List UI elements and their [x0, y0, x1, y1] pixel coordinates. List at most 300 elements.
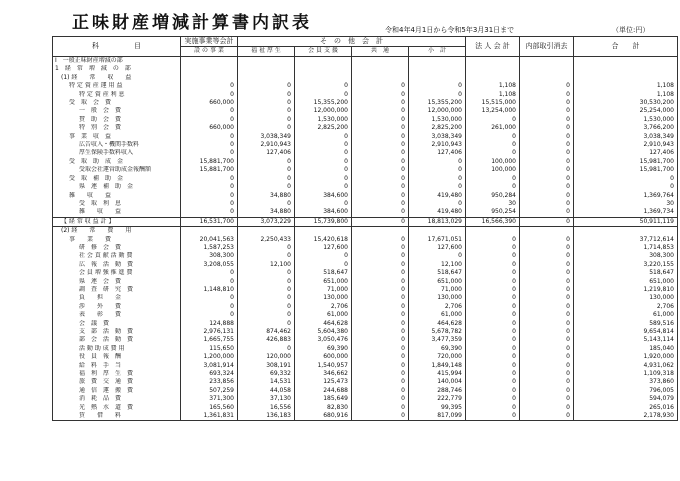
amount-cell: [520, 74, 574, 82]
amount-cell: 651,000: [295, 278, 352, 286]
row-label: 社 会 貢 献 活 動 費: [53, 252, 181, 260]
row-label: 厚生保険手数料収入: [53, 149, 181, 157]
amount-cell: 0: [295, 149, 352, 157]
amount-cell: 3,220,155: [574, 261, 678, 269]
row-label: 特 別 会 費: [53, 124, 181, 132]
amount-cell: 0: [466, 252, 520, 260]
amount-cell: [238, 65, 295, 73]
amount-cell: 1,219,810: [574, 286, 678, 294]
table-row: [53, 82, 678, 90]
table-row: [53, 294, 678, 302]
amount-cell: 0: [520, 208, 574, 217]
amount-cell: 0: [238, 175, 295, 183]
amount-cell: [295, 57, 352, 66]
row-label: 特 定 資 産 利 息: [53, 91, 181, 99]
amount-cell: 3,038,349: [409, 133, 466, 141]
amount-cell: 0: [520, 328, 574, 336]
amount-cell: [520, 65, 574, 73]
amount-cell: 233,856: [181, 378, 238, 386]
amount-cell: 0: [352, 261, 409, 269]
amount-cell: 0: [409, 252, 466, 260]
amount-cell: 308,300: [574, 252, 678, 260]
table-row: [53, 412, 678, 421]
amount-cell: 464,628: [409, 320, 466, 328]
amount-cell: 0: [520, 412, 574, 421]
amount-cell: [181, 65, 238, 73]
amount-cell: 0: [295, 200, 352, 208]
amount-cell: 384,600: [295, 208, 352, 217]
row-label: 給 料 手 当: [53, 362, 181, 370]
amount-cell: 1,714,853: [574, 244, 678, 252]
amount-cell: 518,647: [574, 269, 678, 277]
amount-cell: 2,706: [295, 303, 352, 311]
amount-cell: 127,406: [238, 149, 295, 157]
row-label: 会 議 費: [53, 320, 181, 328]
amount-cell: [574, 74, 678, 82]
table-row: [53, 244, 678, 252]
amount-cell: 0: [352, 124, 409, 132]
row-label: (1) 経 常 収 益: [53, 74, 181, 82]
amount-cell: 0: [352, 387, 409, 395]
amount-cell: 0: [352, 141, 409, 149]
amount-cell: 0: [409, 183, 466, 191]
amount-cell: 0: [520, 99, 574, 107]
amount-cell: 0: [181, 294, 238, 302]
table-row: [53, 158, 678, 166]
row-label: 特 定 資 産 運 用 益: [53, 82, 181, 90]
amount-cell: 265,016: [574, 404, 678, 412]
amount-cell: 61,000: [409, 311, 466, 319]
row-label: 賛 助 会 費: [53, 116, 181, 124]
table-row: [53, 124, 678, 132]
amount-cell: 0: [409, 158, 466, 166]
row-label: 広告収入・機関手数料: [53, 141, 181, 149]
amount-cell: 12,100: [238, 261, 295, 269]
header-other-group: そ の 他 会 計: [238, 37, 466, 47]
amount-cell: 0: [409, 175, 466, 183]
amount-cell: 3,050,476: [295, 336, 352, 344]
amount-cell: 0: [466, 311, 520, 319]
amount-cell: 0: [181, 208, 238, 217]
amount-cell: [295, 74, 352, 82]
amount-cell: 0: [352, 311, 409, 319]
amount-cell: [409, 74, 466, 82]
amount-cell: 720,000: [409, 353, 466, 361]
amount-cell: 0: [352, 294, 409, 302]
amount-cell: 15,355,200: [409, 99, 466, 107]
amount-cell: 0: [352, 336, 409, 344]
amount-cell: 0: [295, 261, 352, 269]
amount-cell: 651,000: [409, 278, 466, 286]
amount-cell: 2,706: [409, 303, 466, 311]
amount-cell: 0: [520, 294, 574, 302]
amount-cell: 44,058: [238, 387, 295, 395]
period-text: 令和4年4月1日から令和5年3月31日まで: [385, 26, 515, 34]
amount-cell: 1,361,831: [181, 412, 238, 421]
amount-cell: 0: [466, 353, 520, 361]
row-label: 部 会 活 動 費: [53, 336, 181, 344]
amount-cell: 384,600: [295, 192, 352, 200]
amount-cell: 1,108: [466, 91, 520, 99]
amount-cell: 0: [466, 328, 520, 336]
amount-cell: 0: [238, 116, 295, 124]
table-row: [53, 303, 678, 311]
amount-cell: [574, 57, 678, 66]
table-row: [53, 320, 678, 328]
amount-cell: 1,530,000: [574, 116, 678, 124]
row-label: 受 取 利 息: [53, 200, 181, 208]
amount-cell: 0: [181, 269, 238, 277]
amount-cell: 0: [181, 200, 238, 208]
amount-cell: 1,920,000: [574, 353, 678, 361]
amount-cell: 0: [520, 345, 574, 353]
amount-cell: 464,628: [295, 320, 352, 328]
row-label: 賃 借 料: [53, 412, 181, 421]
amount-cell: 0: [466, 362, 520, 370]
amount-cell: 165,560: [181, 404, 238, 412]
amount-cell: [409, 57, 466, 66]
amount-cell: 950,254: [466, 208, 520, 217]
amount-cell: 0: [520, 370, 574, 378]
header-subject: 科 目: [53, 37, 181, 57]
amount-cell: 0: [520, 124, 574, 132]
table-row: [53, 192, 678, 200]
row-label: 光 熱 水 道 費: [53, 404, 181, 412]
amount-cell: [574, 65, 678, 73]
header-sub: 小 計: [409, 47, 466, 57]
amount-cell: 3,766,200: [574, 124, 678, 132]
amount-cell: 874,462: [238, 328, 295, 336]
amount-cell: 0: [520, 183, 574, 191]
amount-cell: [181, 74, 238, 82]
amount-cell: 0: [238, 166, 295, 174]
amount-cell: 5,604,380: [295, 328, 352, 336]
amount-cell: 0: [352, 252, 409, 260]
amount-cell: 0: [466, 116, 520, 124]
amount-cell: 0: [181, 107, 238, 115]
row-label: 県 連 会 費: [53, 278, 181, 286]
table-row: [53, 99, 678, 107]
row-label: 【 経 常 収 益 計 】: [53, 217, 181, 226]
row-label: 役 員 報 酬: [53, 353, 181, 361]
amount-cell: 0: [520, 278, 574, 286]
amount-cell: 99,395: [409, 404, 466, 412]
amount-cell: 0: [520, 244, 574, 252]
row-label: 受 取 補 助 金: [53, 175, 181, 183]
amount-cell: 0: [466, 261, 520, 269]
amount-cell: 0: [352, 192, 409, 200]
amount-cell: 125,473: [295, 378, 352, 386]
table-row: [53, 278, 678, 286]
amount-cell: 0: [295, 158, 352, 166]
amount-cell: 0: [520, 91, 574, 99]
amount-cell: 30: [574, 200, 678, 208]
amount-cell: 18,813,029: [409, 217, 466, 226]
amount-cell: 817,099: [409, 412, 466, 421]
amount-cell: 15,981,700: [574, 158, 678, 166]
table-row: [53, 328, 678, 336]
amount-cell: 0: [181, 141, 238, 149]
amount-cell: 0: [238, 158, 295, 166]
amount-cell: 0: [238, 91, 295, 99]
amount-cell: 415,994: [409, 370, 466, 378]
amount-cell: 0: [352, 166, 409, 174]
amount-cell: 0: [466, 141, 520, 149]
amount-cell: 0: [352, 362, 409, 370]
amount-cell: 61,000: [295, 311, 352, 319]
row-label: 事 業 費: [53, 236, 181, 244]
amount-cell: 69,390: [295, 345, 352, 353]
row-label: (2) 経 常 費 用: [53, 227, 181, 236]
amount-cell: 1,108: [574, 91, 678, 99]
amount-cell: 0: [352, 244, 409, 252]
amount-cell: 0: [520, 286, 574, 294]
amount-cell: 0: [520, 395, 574, 403]
amount-cell: 346,662: [295, 370, 352, 378]
amount-cell: 0: [466, 183, 520, 191]
amount-cell: 0: [466, 395, 520, 403]
amount-cell: 0: [520, 387, 574, 395]
amount-cell: 100,000: [466, 158, 520, 166]
table-row: [53, 74, 678, 82]
amount-cell: 0: [238, 345, 295, 353]
amount-cell: 0: [352, 320, 409, 328]
amount-cell: 0: [238, 124, 295, 132]
amount-cell: 0: [352, 116, 409, 124]
amount-cell: 15,420,618: [295, 236, 352, 244]
statement-body: [53, 57, 678, 421]
table-row: [53, 236, 678, 244]
row-label: 会 員 増 強 推 進 費: [53, 269, 181, 277]
row-label: 受 取 会 費: [53, 99, 181, 107]
amount-cell: 0: [352, 149, 409, 157]
amount-cell: 0: [466, 387, 520, 395]
amount-cell: 0: [352, 353, 409, 361]
total-row: [53, 217, 678, 226]
amount-cell: 3,208,055: [181, 261, 238, 269]
amount-cell: 0: [520, 158, 574, 166]
header-total: 合 計: [574, 37, 678, 57]
amount-cell: 0: [466, 303, 520, 311]
amount-cell: 0: [466, 286, 520, 294]
table-row: [53, 345, 678, 353]
amount-cell: 0: [181, 133, 238, 141]
amount-cell: [466, 65, 520, 73]
amount-cell: 0: [295, 183, 352, 191]
row-label: 通 信 運 搬 費: [53, 387, 181, 395]
amount-cell: 0: [352, 208, 409, 217]
amount-cell: 2,825,200: [295, 124, 352, 132]
unit-text: （単位:円）: [612, 26, 650, 34]
amount-cell: 34,880: [238, 208, 295, 217]
amount-cell: 0: [238, 200, 295, 208]
table-row: [53, 133, 678, 141]
amount-cell: 518,647: [409, 269, 466, 277]
amount-cell: 0: [352, 200, 409, 208]
header-elimination: 内部取引消去: [520, 37, 574, 57]
amount-cell: 69,390: [409, 345, 466, 353]
amount-cell: 127,600: [295, 244, 352, 252]
amount-cell: 0: [352, 395, 409, 403]
amount-cell: [574, 227, 678, 236]
amount-cell: 1,530,000: [409, 116, 466, 124]
amount-cell: 660,000: [181, 124, 238, 132]
amount-cell: 0: [352, 107, 409, 115]
amount-cell: 308,300: [181, 252, 238, 260]
amount-cell: 0: [352, 370, 409, 378]
row-label: 旅 費 交 通 費: [53, 378, 181, 386]
amount-cell: 130,000: [295, 294, 352, 302]
amount-cell: 651,000: [574, 278, 678, 286]
table-row: [53, 370, 678, 378]
amount-cell: 0: [466, 269, 520, 277]
amount-cell: 0: [352, 175, 409, 183]
amount-cell: 0: [520, 362, 574, 370]
amount-cell: 0: [409, 82, 466, 90]
amount-cell: 0: [181, 149, 238, 157]
amount-cell: 419,480: [409, 192, 466, 200]
amount-cell: 0: [352, 82, 409, 90]
amount-cell: 3,038,349: [238, 133, 295, 141]
amount-cell: 2,976,131: [181, 328, 238, 336]
amount-cell: 0: [352, 328, 409, 336]
amount-cell: 0: [520, 404, 574, 412]
amount-cell: 124,888: [181, 320, 238, 328]
row-label: 福 利 厚 生 費: [53, 370, 181, 378]
amount-cell: [181, 57, 238, 66]
amount-cell: 16,566,390: [466, 217, 520, 226]
amount-cell: 0: [181, 183, 238, 191]
amount-cell: 0: [238, 311, 295, 319]
amount-cell: 15,881,700: [181, 166, 238, 174]
row-label: 研 修 会 費: [53, 244, 181, 252]
table-row: [53, 65, 678, 73]
amount-cell: 0: [181, 116, 238, 124]
amount-cell: 0: [238, 294, 295, 302]
amount-cell: [238, 227, 295, 236]
amount-cell: 130,000: [409, 294, 466, 302]
amount-cell: [295, 65, 352, 73]
amount-cell: 419,480: [409, 208, 466, 217]
amount-cell: 0: [409, 200, 466, 208]
header-sub: 福 祉 厚 生: [238, 47, 295, 57]
amount-cell: 0: [466, 278, 520, 286]
amount-cell: 1,200,000: [181, 353, 238, 361]
amount-cell: 0: [520, 320, 574, 328]
amount-cell: [352, 227, 409, 236]
amount-cell: 14,531: [238, 378, 295, 386]
row-label: 受取会社運営助成金報酬額: [53, 166, 181, 174]
amount-cell: [520, 227, 574, 236]
amount-cell: 0: [466, 294, 520, 302]
amount-cell: 600,000: [295, 353, 352, 361]
amount-cell: 0: [238, 303, 295, 311]
row-label: 支 部 活 動 費: [53, 328, 181, 336]
amount-cell: 2,910,943: [238, 141, 295, 149]
amount-cell: 0: [352, 345, 409, 353]
amount-cell: 12,000,000: [409, 107, 466, 115]
amount-cell: 3,038,349: [574, 133, 678, 141]
table-row: [53, 362, 678, 370]
amount-cell: 1,530,000: [295, 116, 352, 124]
table-row: [53, 261, 678, 269]
row-label: 渉 外 費: [53, 303, 181, 311]
amount-cell: 0: [466, 345, 520, 353]
table-row: [53, 183, 678, 191]
amount-cell: 0: [181, 278, 238, 286]
amount-cell: 0: [520, 166, 574, 174]
amount-cell: 3,477,359: [409, 336, 466, 344]
amount-cell: 0: [295, 82, 352, 90]
amount-cell: 0: [295, 166, 352, 174]
amount-cell: 0: [520, 378, 574, 386]
amount-cell: 0: [466, 149, 520, 157]
amount-cell: 127,406: [409, 149, 466, 157]
amount-cell: 0: [238, 82, 295, 90]
amount-cell: 0: [181, 175, 238, 183]
amount-cell: 0: [295, 141, 352, 149]
amount-cell: [409, 65, 466, 73]
amount-cell: [466, 57, 520, 66]
amount-cell: 0: [520, 217, 574, 226]
amount-cell: 0: [409, 91, 466, 99]
amount-cell: 0: [574, 175, 678, 183]
amount-cell: 0: [520, 269, 574, 277]
amount-cell: 2,910,943: [574, 141, 678, 149]
amount-cell: 0: [181, 82, 238, 90]
amount-cell: 308,191: [238, 362, 295, 370]
header-sub: 会 員 支 援: [295, 47, 352, 57]
table-row: [53, 57, 678, 66]
amount-cell: 594,079: [574, 395, 678, 403]
amount-cell: 0: [238, 278, 295, 286]
row-label: 調 査 研 究 費: [53, 286, 181, 294]
amount-cell: 0: [520, 336, 574, 344]
amount-cell: 0: [466, 175, 520, 183]
amount-cell: 0: [466, 336, 520, 344]
table-row: [53, 269, 678, 277]
amount-cell: 371,300: [181, 395, 238, 403]
table-row: [53, 227, 678, 236]
amount-cell: 30: [466, 200, 520, 208]
amount-cell: [352, 74, 409, 82]
amount-cell: 693,324: [181, 370, 238, 378]
table-row: [53, 378, 678, 386]
amount-cell: [466, 74, 520, 82]
amount-cell: 15,515,000: [466, 99, 520, 107]
amount-cell: 71,000: [409, 286, 466, 294]
amount-cell: 0: [295, 175, 352, 183]
amount-cell: [352, 57, 409, 66]
amount-cell: 1,587,253: [181, 244, 238, 252]
amount-cell: 16,531,700: [181, 217, 238, 226]
table-row: [53, 141, 678, 149]
amount-cell: 0: [352, 278, 409, 286]
amount-cell: 0: [520, 133, 574, 141]
amount-cell: 1,108: [466, 82, 520, 90]
amount-cell: 25,254,000: [574, 107, 678, 115]
amount-cell: 0: [352, 404, 409, 412]
amount-cell: 0: [520, 236, 574, 244]
amount-cell: [352, 65, 409, 73]
amount-cell: 0: [352, 412, 409, 421]
amount-cell: 0: [238, 252, 295, 260]
amount-cell: 0: [352, 217, 409, 226]
row-label: Ⅰ 一般正味財産増減の部: [53, 57, 181, 66]
amount-cell: 185,040: [574, 345, 678, 353]
table-row: [53, 336, 678, 344]
amount-cell: 20,041,563: [181, 236, 238, 244]
